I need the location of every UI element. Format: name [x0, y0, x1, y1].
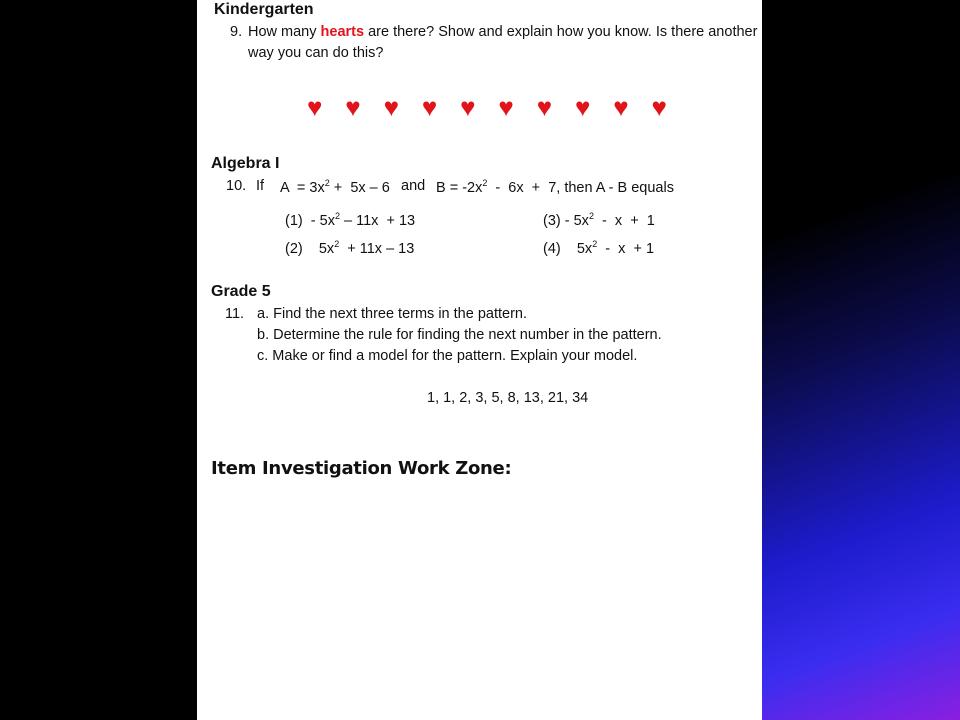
q11-part-a: a. Find the next three terms in the pattern. [257, 306, 528, 322]
option-3: $(3) - 5x^2 - x + 1$ [543, 211, 655, 229]
fibonacci-sequence: 1, 1, 2, 3, 5, 8, 13, 21, 34 [427, 390, 589, 406]
q9-highlight: hearts [320, 24, 365, 40]
heart-icon: ♥ [574, 92, 591, 122]
heart-icon: ♥ [651, 92, 667, 122]
option-4: (4) $5x^2 - x + 1$ [543, 239, 655, 257]
grade5-heading: Grade 5 [211, 283, 271, 300]
q9-text: How many hearts are there? Show and explain how you know. Is there another [248, 24, 758, 40]
hearts-row [307, 92, 667, 122]
heart-icon: ♥ [536, 92, 553, 122]
q11-part-c: c. Make or find a model for the pattern. Explain your model. [257, 348, 638, 364]
kindergarten-heading: Kindergarten [214, 1, 314, 18]
heart-icon: ♥ [383, 92, 399, 122]
q10-expr-a: $A = 3x^2 + 5x - 6$ [280, 178, 390, 196]
option-2: (2) $5x^2 + 11x - 13$ [285, 239, 415, 257]
heart-icon: ♥ [345, 92, 361, 122]
heart-icon: ♥ [498, 92, 514, 122]
work-zone-heading: Item Investigation Work Zone: [211, 458, 512, 479]
q10-and: and [401, 178, 426, 194]
q11-number: 11. [225, 306, 245, 322]
heart-icon: ♥ [460, 92, 476, 122]
algebra-heading: Algebra I [211, 155, 280, 172]
heart-icon: ♥ [613, 92, 629, 122]
q10-if: If [256, 178, 265, 194]
q9-text-line2: way you can do this? [248, 45, 384, 61]
heart-icon: ♥ [307, 92, 323, 122]
q9-number: 9. [230, 24, 243, 40]
background-gradient-panel [762, 0, 960, 720]
option-1: $(1) - 5x^2 - 11x + 13$ [285, 211, 416, 229]
q11-part-b: b. Determine the rule for finding the next number in the pattern. [257, 327, 662, 343]
worksheet-page [197, 0, 762, 720]
heart-icon: ♥ [421, 92, 438, 122]
q10-number: 10. [226, 178, 247, 194]
q10-expr-b: $B = -2x^2 - 6x + 7$, then A - B equals [436, 178, 674, 196]
